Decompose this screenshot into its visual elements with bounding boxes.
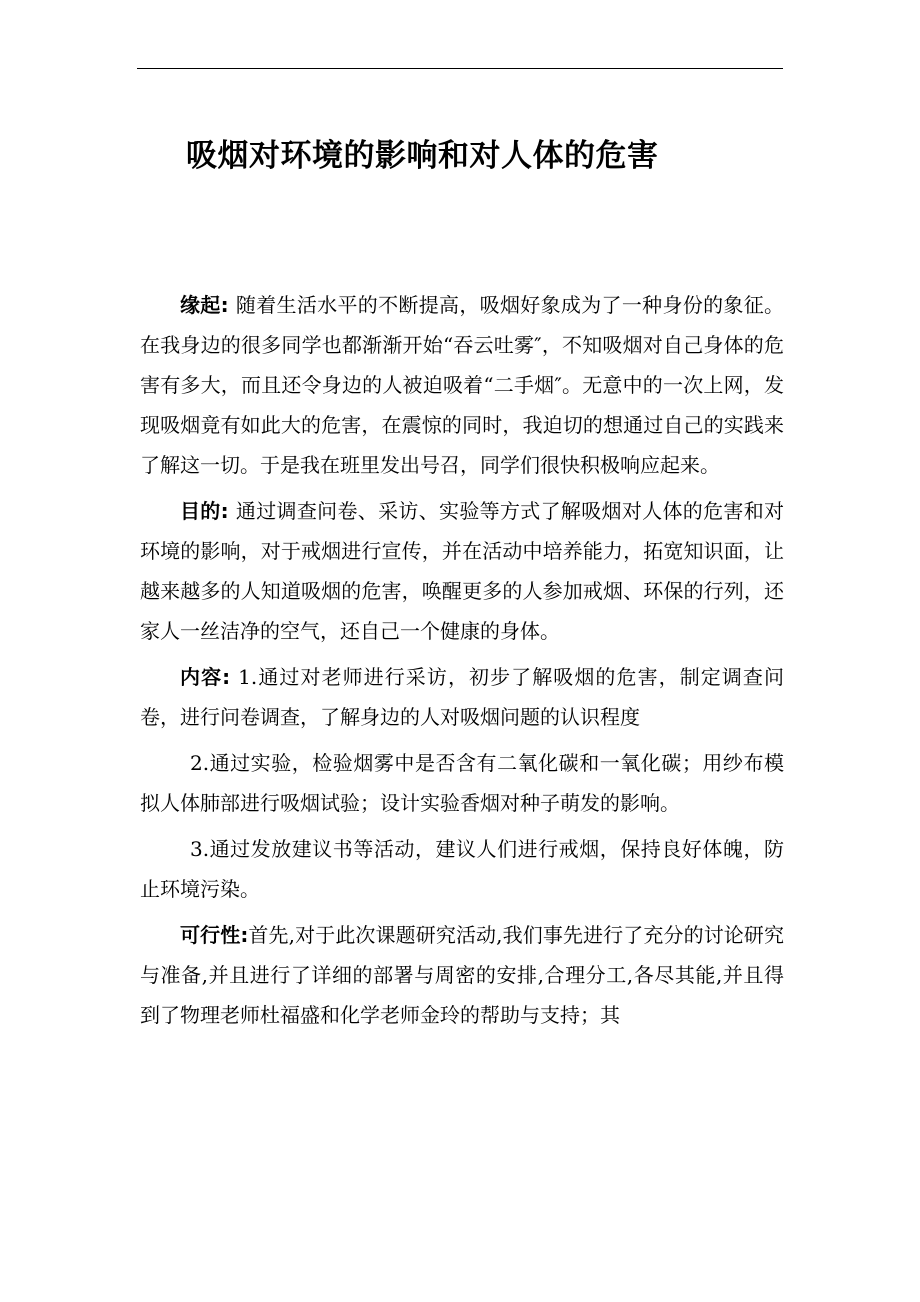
paragraph-text: 1.通过对老师进行采访，初步了解吸烟的危害，制定调查问卷，进行问卷调查，了解身边的人对吸烟问题的认识程度 — [140, 665, 784, 729]
paragraph-label: 可行性 — [180, 923, 241, 947]
paragraph-origin — [140, 285, 784, 485]
label-separator: : — [220, 499, 236, 523]
paragraph-content-item-2 — [140, 743, 784, 823]
paragraph-text: 3.通过发放建议书等活动，建议人们进行戒烟，保持良好体魄，防止环境污染。 — [140, 837, 784, 901]
label-separator: : — [220, 293, 236, 317]
paragraph-text: 通过调查问卷、采访、实验等方式了解吸烟对人体的危害和对环境的影响，对于戒烟进行宣传，并在活动中培养能力，拓宽知识面，让越来越多的人知道吸烟的危害，唤醒更多的人参加戒烟、环保的行列，还家人一丝洁净的空气，还自己一个健康的身体。 — [140, 499, 785, 643]
paragraph-content-item-3 — [140, 829, 784, 909]
paragraph-content — [140, 657, 784, 737]
paragraph-label: 目的 — [180, 499, 221, 523]
paragraph-label: 缘起 — [180, 293, 221, 317]
label-separator: : — [240, 923, 249, 947]
paragraph-text: 首先,对于此次课题研究活动,我们事先进行了充分的讨论研究与准备,并且进行了详细的部署与周密的安排,合理分工,各尽其能,并且得到了物理老师杜福盛和化学老师金玲的帮助与支持；其 — [140, 923, 785, 1027]
paragraph-feasibility — [140, 915, 784, 1035]
paragraph-text: 随着生活水平的不断提高，吸烟好象成为了一种身份的象征。在我身边的很多同学也都渐渐开始“吞云吐雾″，不知吸烟对自己身体的危害有多大，而且还令身边的人被迫吸着“二手烟″。无意中的一次上网，发现吸烟竟有如此大的危害，在震惊的同时，我迫切的想通过自己的实践来了解这一切。于是我在班里发出号召，同学们很快积极响应起来。 — [140, 293, 785, 477]
paragraph-text: 2.通过实验，检验烟雾中是否含有二氧化碳和一氧化碳；用纱布模拟人体肺部进行吸烟试验；设计实验香烟对种子萌发的影响。 — [140, 751, 784, 815]
document-title: 吸烟对环境的影响和对人体的危害 — [186, 137, 659, 174]
label-separator: : — [222, 665, 239, 689]
paragraph-label: 内容 — [180, 665, 223, 689]
paragraph-purpose — [140, 491, 784, 651]
header-rule — [137, 68, 783, 69]
document-body — [140, 285, 784, 1041]
